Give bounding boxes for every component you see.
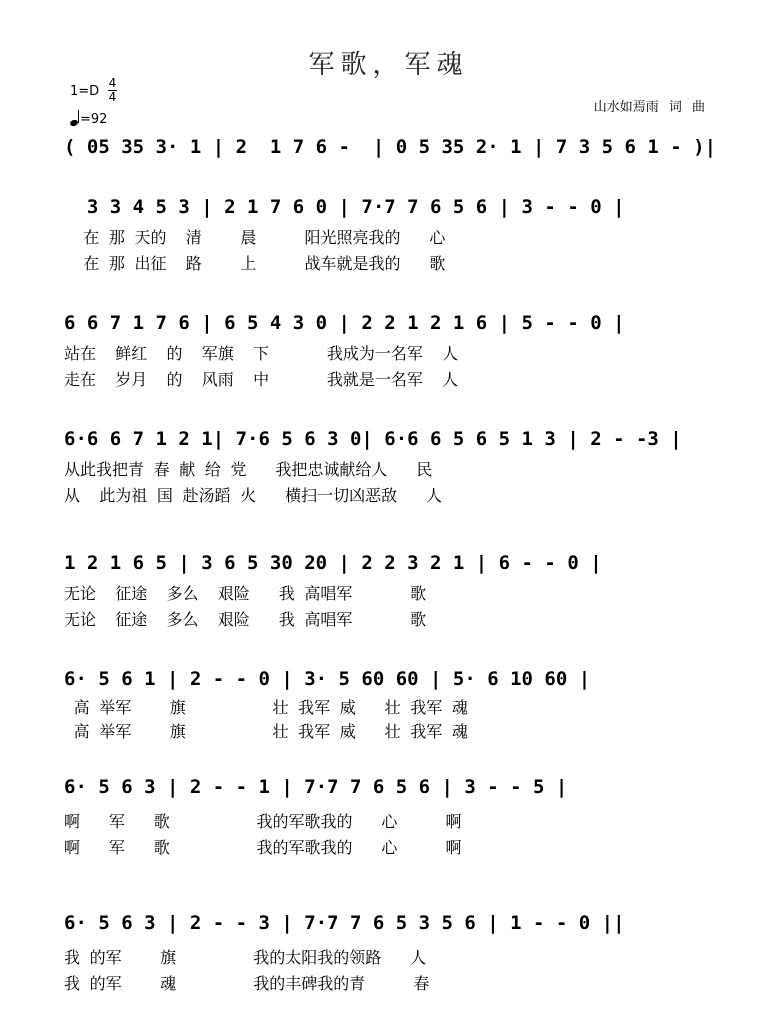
- author-credit: 山水如焉雨 词 曲: [593, 100, 705, 115]
- lyric-verse-1: 站在 鲜红 的 军旗 下 我成为一名军 人: [64, 344, 459, 363]
- lyric-verse-2: 从 此为祖 国 赴汤蹈 火 横扫一切凶恶敌 人: [64, 486, 442, 505]
- quarter-note-icon: [70, 110, 80, 126]
- notation-line: 1 2 1 6 5 | 3 6 5 30 20 | 2 2 3 2 1 | 6 - - 0 |: [64, 552, 602, 574]
- key-signature: [70, 76, 117, 104]
- tempo-value: =92: [80, 112, 108, 127]
- time-beats: 4: [108, 76, 117, 90]
- notation-line: 6· 5 6 3 | 2 - - 1 | 7·7 7 6 5 6 | 3 - - 5 |: [64, 776, 568, 798]
- lyric-verse-1: 高 举军 旗 壮 我军 威 壮 我军 魂: [64, 698, 468, 717]
- lyric-verse-2: 在 那 出征 路 上 战车就是我的 歌: [64, 254, 446, 273]
- notation-line: 3 3 4 5 3 | 2 1 7 6 0 | 7·7 7 6 5 6 | 3 - - 0 |: [64, 196, 625, 218]
- lyric-verse-1: 从此我把青 春 献 给 党 我把忠诚献给人 民: [64, 460, 433, 479]
- notation-line: 6· 5 6 3 | 2 - - 3 | 7·7 7 6 5 3 5 6 | 1 - - 0 ||: [64, 912, 625, 934]
- notation-line: 6 6 7 1 7 6 | 6 5 4 3 0 | 2 2 1 2 1 6 | 5 - - 0 |: [64, 312, 625, 334]
- lyric-verse-1: 在 那 天的 清 晨 阳光照亮我的 心: [64, 228, 446, 247]
- key-label: 1=D: [70, 84, 100, 99]
- lyric-verse-2: 啊 军 歌 我的军歌我的 心 啊: [64, 838, 462, 857]
- song-title: 军歌，军魂: [308, 50, 469, 80]
- lyric-verse-1: 无论 征途 多么 艰险 我 高唱军 歌: [64, 584, 427, 603]
- lyric-verse-2: 无论 征途 多么 艰险 我 高唱军 歌: [64, 610, 427, 629]
- lyric-verse-1: 我 的军 旗 我的太阳我的领路 人: [64, 948, 427, 967]
- lyric-verse-2: 我 的军 魂 我的丰碑我的青 春: [64, 974, 430, 993]
- time-unit: 4: [108, 90, 117, 104]
- lyric-verse-2: 高 举军 旗 壮 我军 威 壮 我军 魂: [64, 722, 468, 741]
- lyric-verse-2: 走在 岁月 的 风雨 中 我就是一名军 人: [64, 370, 459, 389]
- lyric-verse-1: 啊 军 歌 我的军歌我的 心 啊: [64, 812, 462, 831]
- time-signature: [108, 77, 117, 104]
- notation-line: 6·6 6 7 1 2 1| 7·6 5 6 3 0| 6·6 6 5 6 5 1 3 | 2 - -3 |: [64, 428, 682, 450]
- notation-line: 6· 5 6 1 | 2 - - 0 | 3· 5 60 60 | 5· 6 10 60 |: [64, 668, 591, 690]
- tempo-marking: [70, 110, 107, 127]
- notation-line: ( 05 35 3· 1 | 2 1 7 6 - | 0 5 35 2· 1 | 7 3 5 6 1 - )|: [64, 136, 717, 158]
